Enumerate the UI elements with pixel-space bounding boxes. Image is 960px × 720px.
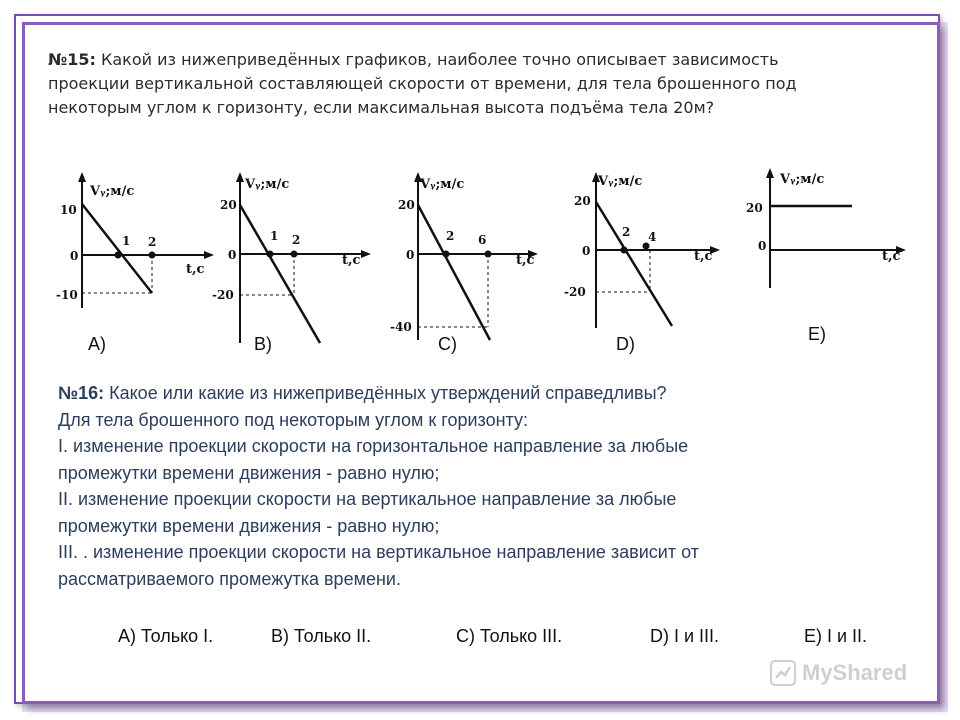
graph-e-ytop: 20 (746, 201, 763, 215)
question-16-line-2: I. изменение проекции скорости на горизонтальное направление за любые (58, 436, 689, 456)
question-16 (58, 380, 918, 592)
graph-e-ylabel: Vᵧ;м/с (780, 172, 825, 187)
graph-a-yzero: 0 (70, 249, 79, 263)
graph-b-ylabel: Vᵧ;м/с (245, 177, 290, 192)
graph-d-point1: 2 (622, 225, 631, 239)
graph-d-ybottom: -20 (564, 285, 586, 299)
logo-text: MyShared (802, 660, 908, 685)
graph-c (380, 168, 550, 353)
graph-d (552, 168, 732, 343)
graph-d-point2: 4 (648, 230, 657, 244)
answer-e: E) I и II. (804, 626, 868, 646)
graph-a-point1: 1 (122, 234, 131, 248)
graph-a-label: A) (88, 334, 106, 354)
graph-e-yzero: 0 (758, 239, 767, 253)
question-16-line-1: Для тела брошенного под некоторым углом к горизонту: (58, 409, 528, 430)
graph-c-point1: 2 (446, 229, 455, 243)
question-16-number: №16: (58, 383, 105, 403)
answer-c: C) Только III. (456, 626, 563, 646)
question-15-number: №15: (48, 50, 96, 69)
graph-c-point2: 6 (478, 233, 487, 247)
graph-d-ytop: 20 (574, 194, 591, 208)
graph-c-ybottom: -40 (390, 320, 412, 334)
question-16-line-4: II. изменение проекции скорости на вертикальное направление за любые (58, 489, 677, 509)
graph-d-yzero: 0 (582, 244, 591, 258)
graph-d-xlabel: t,c (694, 249, 713, 264)
graph-c-label: C) (438, 334, 457, 354)
graph-a-point2: 2 (148, 235, 157, 249)
question-15-text: Какой из нижеприведённых графиков, наиболее точно описывает зависимость проекции вертикальной составляющей скорости от времени, для тела брошенного под некоторым углом к горизонту, если максимальная высота подъёма тела 20м? (48, 50, 797, 117)
graph-c-ytop: 20 (398, 198, 415, 212)
graph-b-point2: 2 (292, 233, 301, 247)
graph-e-label: E) (808, 324, 826, 344)
graph-c-xlabel: t,c (516, 253, 535, 268)
question-15 (48, 48, 848, 120)
watermark-logo (770, 660, 907, 686)
graph-b-label: B) (254, 334, 272, 354)
graph-d-ylabel: Vᵧ;м/с (598, 174, 643, 189)
question-16-line-3: промежутки времени движения - равно нулю; (58, 462, 440, 483)
question-16-line-7: рассматриваемого промежутка времени. (58, 568, 401, 589)
graph-e-xlabel: t,c (882, 249, 901, 264)
graph-b-yzero: 0 (228, 248, 237, 262)
question-16-line-5: промежутки времени движения - равно нулю; (58, 515, 440, 536)
logo-icon (770, 660, 796, 686)
answer-d: D) I и III. (650, 626, 720, 646)
graph-a-ytop: 10 (60, 203, 77, 217)
graph-a-xlabel: t,c (186, 262, 205, 277)
graph-a (40, 168, 220, 333)
question-16-line-0: Какое или какие из нижеприведённых утверждений справедливы? (109, 383, 667, 403)
graph-b-xlabel: t,c (342, 253, 361, 268)
question-16-line-6: III. . изменение проекции скорости на вертикальное направление зависит от (58, 542, 699, 562)
graph-b-ytop: 20 (220, 198, 237, 212)
graph-b-point1: 1 (270, 229, 279, 243)
graph-a-ybottom: -10 (56, 288, 78, 302)
graph-e (740, 164, 920, 299)
graph-d-label: D) (616, 334, 635, 354)
graph-a-ylabel: Vᵧ;м/с (90, 184, 135, 199)
answer-b: B) Только II. (271, 626, 372, 646)
graph-c-yzero: 0 (406, 248, 415, 262)
graph-b (200, 168, 380, 353)
graph-c-ylabel: Vᵧ;м/с (420, 177, 465, 192)
answer-a: A) Только I. (118, 626, 214, 646)
graph-b-ybottom: -20 (212, 288, 234, 302)
